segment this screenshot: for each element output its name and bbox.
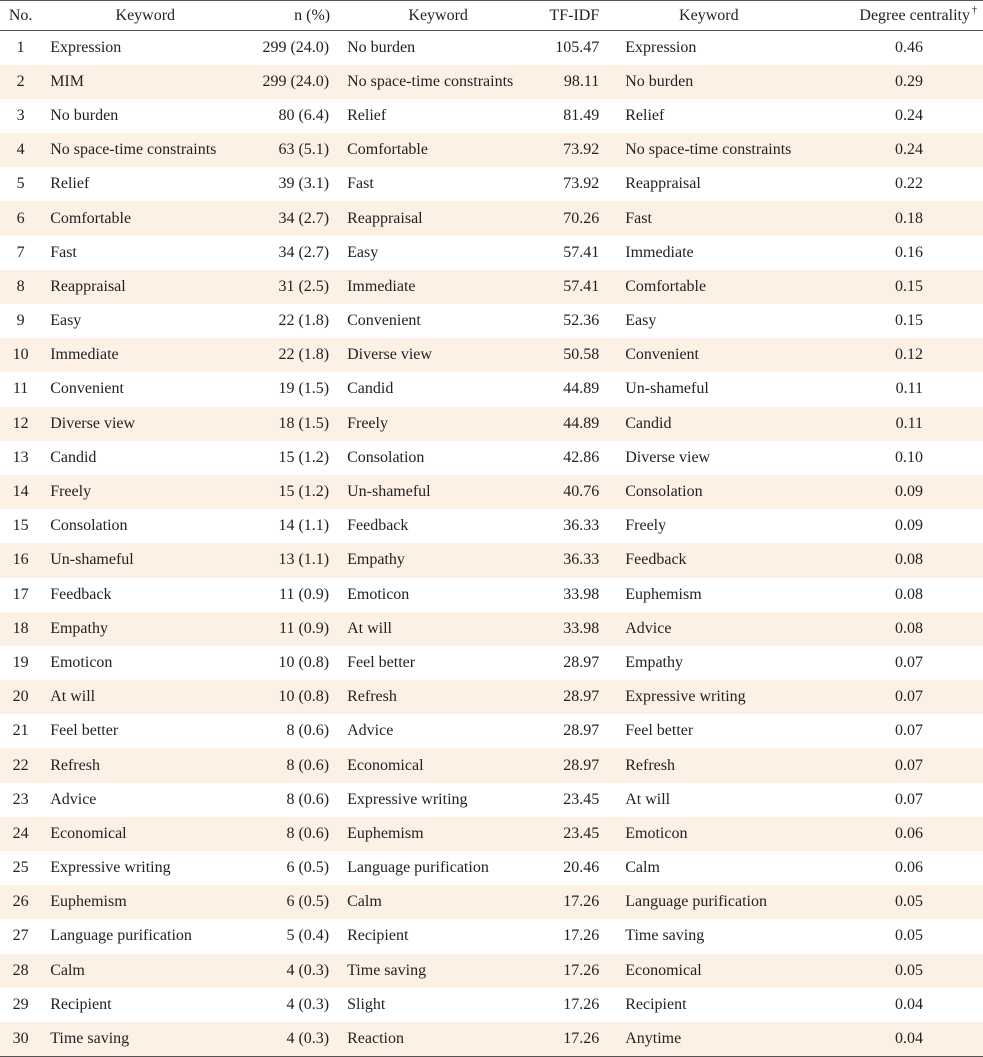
cell-keyword-centrality: Emoticon — [625, 824, 688, 842]
cell-keyword-tfidf: Empathy — [347, 551, 405, 569]
cell-no: 22 — [12, 756, 29, 774]
cell-n-percent: 18 (1.5) — [278, 414, 330, 432]
cell-keyword-centrality: At will — [625, 790, 671, 808]
cell-keyword-tfidf: Refresh — [347, 688, 397, 706]
cell-keyword-frequency: Candid — [50, 448, 97, 466]
cell-tfidf: 28.97 — [563, 653, 600, 671]
table-row — [0, 407, 983, 441]
cell-keyword-tfidf: Comfortable — [347, 141, 428, 159]
cell-tfidf: 17.26 — [563, 961, 600, 979]
table-row — [0, 441, 983, 475]
cell-n-percent: 299 (24.0) — [262, 38, 330, 56]
cell-n-percent: 80 (6.4) — [278, 106, 330, 124]
cell-keyword-centrality: No burden — [625, 72, 694, 90]
cell-keyword-frequency: Feel better — [50, 722, 119, 740]
cell-n-percent: 8 (0.6) — [286, 722, 330, 740]
cell-degree-centrality: 0.04 — [895, 995, 923, 1013]
cell-n-percent: 11 (0.9) — [279, 585, 330, 603]
cell-no: 16 — [12, 551, 29, 569]
cell-keyword-tfidf: Language purification — [347, 859, 489, 877]
cell-keyword-tfidf: Expressive writing — [347, 790, 468, 808]
cell-n-percent: 11 (0.9) — [279, 619, 330, 637]
cell-degree-centrality: 0.07 — [895, 653, 923, 671]
cell-degree-centrality: 0.22 — [895, 175, 923, 193]
cell-n-percent: 4 (0.3) — [286, 961, 330, 979]
cell-keyword-centrality: Easy — [625, 312, 657, 330]
cell-degree-centrality: 0.08 — [895, 551, 923, 569]
cell-keyword-centrality: Relief — [625, 106, 665, 124]
cell-tfidf: 57.41 — [563, 243, 600, 261]
cell-tfidf: 33.98 — [563, 585, 600, 603]
cell-keyword-frequency: Expressive writing — [50, 859, 171, 877]
cell-tfidf: 70.26 — [563, 209, 600, 227]
cell-keyword-frequency: Language purification — [50, 927, 192, 945]
cell-keyword-tfidf: Recipient — [347, 927, 409, 945]
cell-keyword-tfidf: Un-shameful — [347, 483, 431, 501]
cell-tfidf: 52.36 — [563, 312, 600, 330]
cell-tfidf: 105.47 — [555, 38, 600, 56]
cell-no: 29 — [12, 995, 29, 1013]
cell-keyword-centrality: Fast — [625, 209, 652, 227]
cell-tfidf: 40.76 — [563, 483, 600, 501]
cell-n-percent: 299 (24.0) — [262, 72, 330, 90]
cell-keyword-centrality: No space-time constraints — [625, 141, 792, 159]
table-row — [0, 236, 983, 270]
table-row — [0, 954, 983, 988]
cell-n-percent: 13 (1.1) — [278, 551, 330, 569]
cell-keyword-frequency: Empathy — [50, 619, 108, 637]
table-row — [0, 65, 983, 99]
cell-keyword-centrality: Economical — [625, 961, 702, 979]
cell-keyword-frequency: Fast — [50, 243, 77, 261]
cell-keyword-centrality: Advice — [625, 619, 672, 637]
table-row — [0, 714, 983, 748]
cell-keyword-tfidf: At will — [347, 619, 392, 637]
cell-keyword-tfidf: Feedback — [347, 517, 409, 535]
cell-no: 2 — [16, 72, 25, 90]
cell-no: 5 — [16, 175, 25, 193]
cell-no: 23 — [12, 790, 29, 808]
cell-keyword-tfidf: Reaction — [336, 1022, 540, 1056]
cell-keyword-centrality: Candid — [625, 414, 672, 432]
cell-n-percent: 31 (2.5) — [278, 277, 330, 295]
cell-keyword-centrality: Expression — [625, 38, 697, 56]
cell-tfidf: 57.41 — [563, 277, 600, 295]
cell-keyword-frequency: Convenient — [50, 380, 124, 398]
cell-keyword-tfidf: Advice — [347, 722, 394, 740]
cell-keyword-centrality: Un-shameful — [625, 380, 709, 398]
cell-keyword-tfidf: Reappraisal — [347, 209, 423, 227]
cell-n-percent: 15 (1.2) — [278, 483, 330, 501]
cell-keyword-centrality: Immediate — [625, 243, 694, 261]
cell-no: 6 — [16, 209, 25, 227]
cell-keyword-frequency: Feedback — [50, 585, 112, 603]
cell-n-percent: 63 (5.1) — [278, 141, 330, 159]
cell-keyword-frequency: Immediate — [50, 346, 119, 364]
cell-degree-centrality: 0.15 — [895, 312, 923, 330]
table-row — [0, 646, 983, 680]
cell-keyword-centrality: Feedback — [625, 551, 687, 569]
table-body — [0, 31, 983, 1057]
cell-keyword-centrality: Recipient — [625, 995, 687, 1013]
cell-no: 19 — [12, 653, 29, 671]
cell-keyword-frequency: Expression — [50, 38, 122, 56]
cell-keyword-frequency: Calm — [50, 961, 85, 979]
cell-tfidf: 17.26 — [563, 893, 600, 911]
cell-degree-centrality: 0.09 — [895, 517, 923, 535]
cell-keyword-frequency: Freely — [50, 483, 92, 501]
table-row — [0, 817, 983, 851]
cell-degree-centrality: 0.29 — [895, 72, 923, 90]
cell-keyword-frequency: Diverse view — [50, 414, 136, 432]
header-keyword-tfidf: Keyword — [336, 1, 540, 31]
cell-n-percent: 8 (0.6) — [286, 824, 330, 842]
cell-tfidf: 17.26 — [563, 927, 600, 945]
cell-no: 3 — [16, 106, 25, 124]
table-row — [0, 475, 983, 509]
cell-no: 27 — [12, 927, 29, 945]
cell-keyword-frequency: Comfortable — [50, 209, 132, 227]
cell-keyword-centrality: Freely — [625, 517, 667, 535]
cell-no: 8 — [16, 277, 25, 295]
cell-degree-centrality: 0.46 — [895, 38, 923, 56]
cell-degree-centrality: 0.08 — [895, 619, 923, 637]
table-row — [0, 270, 983, 304]
cell-tfidf: 73.92 — [563, 141, 600, 159]
cell-no: 14 — [12, 483, 29, 501]
cell-tfidf: 28.97 — [563, 688, 600, 706]
cell-degree-centrality: 0.24 — [895, 141, 923, 159]
cell-degree-centrality: 0.05 — [895, 927, 923, 945]
cell-n-percent: 34 (2.7) — [278, 209, 330, 227]
cell-keyword-tfidf: No space-time constraints — [347, 72, 514, 90]
cell-keyword-tfidf: Economical — [347, 756, 424, 774]
cell-no: 7 — [16, 243, 25, 261]
cell-degree-centrality: 0.11 — [895, 414, 923, 432]
cell-n-percent: 22 (1.8) — [278, 346, 330, 364]
table-row — [0, 31, 983, 65]
cell-degree-centrality: 0.09 — [895, 483, 923, 501]
cell-n-percent: 22 (1.8) — [278, 312, 330, 330]
cell-n-percent: 10 (0.8) — [278, 688, 330, 706]
header-keyword-centrality: Keyword — [602, 1, 815, 31]
table-row — [0, 680, 983, 714]
cell-degree-centrality: 0.08 — [895, 585, 923, 603]
cell-tfidf: 28.97 — [563, 722, 600, 740]
cell-keyword-frequency: Time saving — [41, 1022, 249, 1056]
cell-degree-centrality: 0.24 — [895, 106, 923, 124]
cell-no: 21 — [12, 722, 29, 740]
cell-no: 20 — [12, 688, 29, 706]
cell-degree-centrality: 0.16 — [895, 243, 923, 261]
cell-keyword-tfidf: Fast — [347, 175, 374, 193]
cell-keyword-tfidf: Consolation — [347, 448, 425, 466]
cell-degree-centrality: 0.11 — [895, 380, 923, 398]
cell-degree-centrality: 0.06 — [895, 859, 923, 877]
cell-no: 12 — [12, 414, 29, 432]
cell-degree-centrality: 0.18 — [895, 209, 923, 227]
table-row — [0, 543, 983, 577]
cell-no: 1 — [16, 38, 25, 56]
cell-keyword-tfidf: Convenient — [347, 312, 421, 330]
cell-n-percent: 6 (0.5) — [286, 893, 330, 911]
cell-n-percent: 10 (0.8) — [278, 653, 330, 671]
cell-tfidf: 33.98 — [563, 619, 600, 637]
cell-no: 10 — [12, 346, 29, 364]
cell-keyword-tfidf: Time saving — [347, 961, 427, 979]
cell-no: 13 — [12, 448, 29, 466]
cell-tfidf: 20.46 — [563, 859, 600, 877]
cell-no: 18 — [12, 619, 29, 637]
cell-keyword-centrality: Reappraisal — [625, 175, 701, 193]
cell-no: 11 — [12, 380, 29, 398]
cell-no: 15 — [12, 517, 29, 535]
cell-degree-centrality: 0.07 — [895, 688, 923, 706]
table-row — [0, 509, 983, 543]
cell-no: 17 — [12, 585, 29, 603]
cell-no: 25 — [12, 859, 29, 877]
cell-keyword-frequency: Euphemism — [50, 893, 127, 911]
cell-degree-centrality: 0.07 — [895, 790, 923, 808]
cell-keyword-centrality: Language purification — [625, 893, 767, 911]
cell-keyword-frequency: Consolation — [50, 517, 128, 535]
table-row — [0, 133, 983, 167]
cell-degree-centrality: 0.07 — [895, 756, 923, 774]
cell-n-percent: 8 (0.6) — [286, 756, 330, 774]
cell-degree-centrality: 0.05 — [895, 961, 923, 979]
cell-keyword-tfidf: No burden — [347, 38, 416, 56]
cell-keyword-frequency: Advice — [50, 790, 97, 808]
table-row — [0, 201, 983, 235]
dagger-footnote-mark: † — [972, 4, 977, 16]
header-n-percent: n (%) — [249, 1, 336, 31]
cell-n-percent: 4 (0.3) — [286, 995, 330, 1013]
cell-degree-centrality: 0.15 — [895, 277, 923, 295]
cell-tfidf: 17.26 — [540, 1022, 602, 1056]
cell-degree-centrality: 0.07 — [895, 722, 923, 740]
cell-keyword-tfidf: Freely — [347, 414, 388, 432]
cell-keyword-frequency: Refresh — [50, 756, 100, 774]
table-header — [0, 1, 983, 31]
cell-keyword-tfidf: Diverse view — [347, 346, 432, 364]
table-row — [0, 338, 983, 372]
cell-keyword-frequency: No burden — [50, 106, 119, 124]
header-tfidf: TF-IDF — [540, 1, 602, 31]
cell-tfidf: 73.92 — [563, 175, 600, 193]
cell-keyword-centrality: Comfortable — [625, 277, 707, 295]
cell-keyword-centrality: Expressive writing — [625, 688, 746, 706]
cell-degree-centrality: 0.04 — [815, 1022, 983, 1056]
cell-keyword-tfidf: Easy — [347, 243, 379, 261]
cell-keyword-frequency: MIM — [50, 72, 84, 90]
header-row — [0, 1, 983, 31]
cell-no: 4 — [16, 141, 25, 159]
cell-keyword-frequency: Emoticon — [50, 653, 113, 671]
table-row — [0, 851, 983, 885]
cell-tfidf: 23.45 — [563, 824, 600, 842]
cell-n-percent: 4 (0.3) — [249, 1022, 336, 1056]
cell-tfidf: 36.33 — [563, 551, 600, 569]
cell-tfidf: 98.11 — [563, 72, 600, 90]
cell-no: 24 — [12, 824, 29, 842]
table-row — [0, 578, 983, 612]
cell-keyword-frequency: Recipient — [50, 995, 112, 1013]
cell-keyword-tfidf: Slight — [347, 995, 386, 1013]
cell-keyword-centrality: Diverse view — [625, 448, 711, 466]
table-row — [0, 919, 983, 953]
cell-tfidf: 44.89 — [563, 380, 600, 398]
cell-tfidf: 81.49 — [563, 106, 600, 124]
table-row — [0, 783, 983, 817]
cell-degree-centrality: 0.12 — [895, 346, 923, 364]
cell-degree-centrality: 0.10 — [895, 448, 923, 466]
cell-keyword-centrality: Feel better — [625, 722, 694, 740]
cell-n-percent: 19 (1.5) — [278, 380, 330, 398]
table-row — [0, 304, 983, 338]
cell-keyword-centrality: Consolation — [625, 483, 703, 501]
header-keyword-frequency: Keyword — [41, 1, 249, 31]
table-row — [0, 167, 983, 201]
cell-n-percent: 39 (3.1) — [278, 175, 330, 193]
cell-keyword-tfidf: Calm — [347, 893, 382, 911]
table-row — [0, 612, 983, 646]
cell-no: 26 — [12, 893, 29, 911]
cell-n-percent: 14 (1.1) — [278, 517, 330, 535]
table-row — [0, 99, 983, 133]
cell-degree-centrality: 0.05 — [895, 893, 923, 911]
table-row — [0, 372, 983, 406]
cell-keyword-centrality: Refresh — [625, 756, 675, 774]
cell-n-percent: 34 (2.7) — [278, 243, 330, 261]
cell-keyword-tfidf: Candid — [347, 380, 394, 398]
cell-keyword-tfidf: Immediate — [347, 277, 416, 295]
cell-keyword-centrality: Anytime — [602, 1022, 815, 1056]
cell-tfidf: 42.86 — [563, 448, 600, 466]
cell-tfidf: 36.33 — [563, 517, 600, 535]
cell-keyword-centrality: Convenient — [625, 346, 699, 364]
cell-keyword-frequency: Un-shameful — [50, 551, 134, 569]
cell-no: 28 — [12, 961, 29, 979]
header-no: No. — [0, 1, 41, 31]
cell-keyword-frequency: Relief — [50, 175, 90, 193]
cell-tfidf: 50.58 — [563, 346, 600, 364]
table-row — [0, 748, 983, 782]
cell-n-percent: 5 (0.4) — [286, 927, 330, 945]
cell-no: 30 — [0, 1022, 41, 1056]
cell-keyword-frequency: At will — [50, 688, 96, 706]
cell-degree-centrality: 0.06 — [895, 824, 923, 842]
cell-keyword-frequency: Reappraisal — [50, 277, 126, 295]
cell-keyword-tfidf: Relief — [347, 106, 387, 124]
cell-keyword-tfidf: Feel better — [347, 653, 416, 671]
cell-keyword-tfidf: Emoticon — [347, 585, 410, 603]
degree-centrality-label: Degree centrality — [859, 6, 970, 24]
cell-tfidf: 23.45 — [563, 790, 600, 808]
cell-n-percent: 8 (0.6) — [286, 790, 330, 808]
table-row — [0, 988, 983, 1022]
cell-keyword-centrality: Time saving — [625, 927, 705, 945]
cell-keyword-centrality: Euphemism — [625, 585, 702, 603]
cell-keyword-frequency: Economical — [50, 824, 127, 842]
table-row — [0, 1022, 983, 1056]
table-row — [0, 885, 983, 919]
cell-no: 9 — [16, 312, 25, 330]
cell-keyword-frequency: No space-time constraints — [50, 141, 217, 159]
cell-keyword-tfidf: Euphemism — [347, 824, 424, 842]
cell-tfidf: 17.26 — [563, 995, 600, 1013]
cell-keyword-centrality: Empathy — [625, 653, 683, 671]
cell-tfidf: 44.89 — [563, 414, 600, 432]
cell-keyword-frequency: Easy — [50, 312, 82, 330]
cell-n-percent: 6 (0.5) — [286, 859, 330, 877]
cell-tfidf: 28.97 — [563, 756, 600, 774]
cell-keyword-centrality: Calm — [625, 859, 660, 877]
header-degree-centrality — [815, 1, 983, 31]
cell-n-percent: 15 (1.2) — [278, 448, 330, 466]
